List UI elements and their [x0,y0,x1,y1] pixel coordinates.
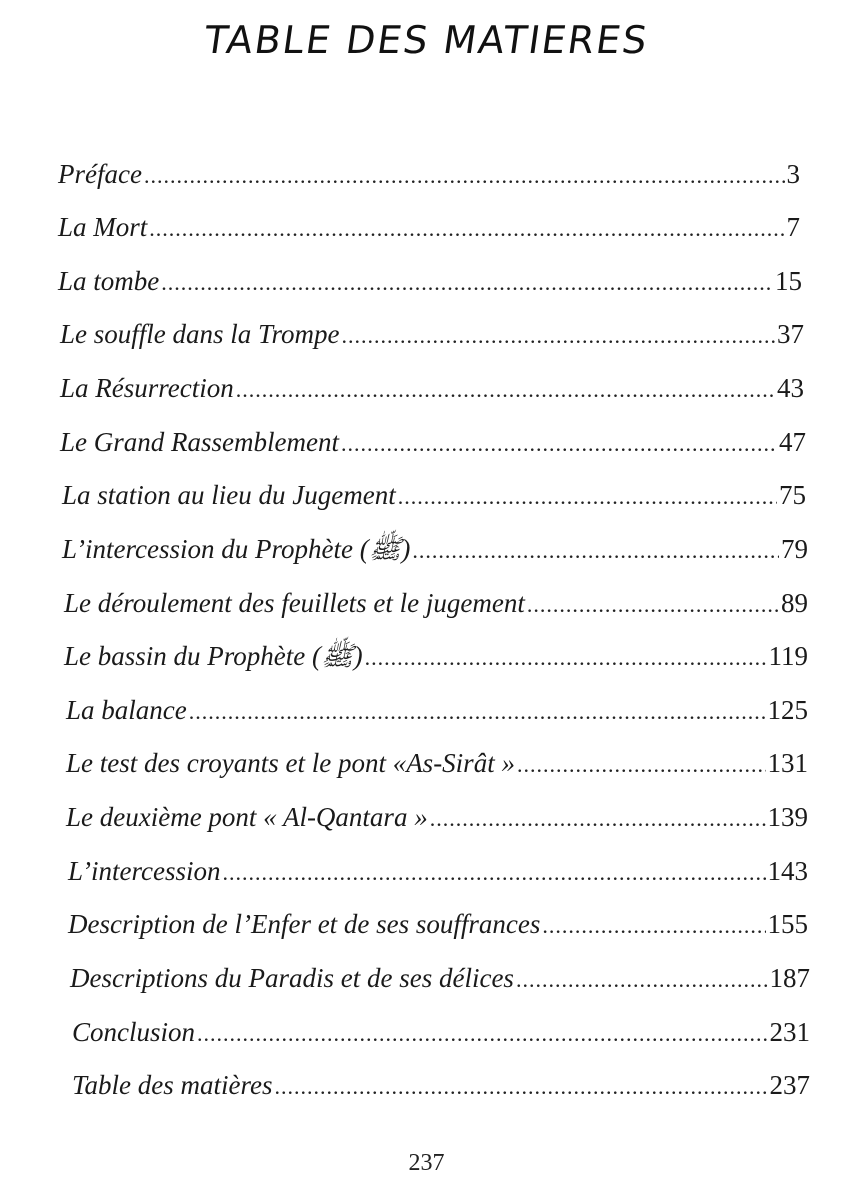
toc-entry-title: Préface [58,159,142,189]
dot-leader [341,424,777,464]
toc-entry-page: 79 [781,534,808,564]
toc-entry-title: La balance [66,695,187,725]
toc-entry [66,690,808,730]
toc-entry [58,207,800,247]
dot-leader [516,960,768,1000]
toc-entry-page: 237 [769,1070,810,1100]
toc-entry-title: La Mort [58,212,148,242]
dot-leader [412,531,779,571]
toc-entry-title: La tombe [58,266,160,296]
dot-leader [149,209,784,249]
toc-entry [68,851,808,891]
toc-entry [60,422,806,462]
toc-entry-page: 47 [779,427,806,457]
toc-entry-page: 15 [775,266,802,296]
dot-leader [161,263,773,303]
toc-entry [60,368,804,408]
toc-entry [66,743,808,783]
dot-leader [144,156,785,196]
toc-entry-page: 231 [769,1017,810,1047]
toc-entry-page: 187 [769,963,810,993]
dot-leader [236,370,775,410]
toc-entry [62,529,808,569]
dot-leader [430,799,766,839]
toc-entry [58,261,802,301]
dot-leader [527,585,779,625]
toc-entry-page: 3 [786,159,800,189]
toc-entry-title: Le déroulement des feuillets et le jugement [64,588,525,618]
toc-entry-title: Le souffle dans la Trompe [60,319,340,349]
toc-entry [62,475,806,515]
page-title: TABLE DES MATIERES [201,18,652,62]
toc-entry [60,314,804,354]
toc-entry [64,636,808,676]
dot-leader [275,1067,768,1107]
toc-entry [70,958,810,998]
toc-entry-title: Le Grand Rassemblement [60,427,339,457]
toc-entry [64,583,808,623]
dot-leader [342,316,775,356]
toc-entry-title: Table des matières [72,1070,273,1100]
toc-entry-title: La Résurrection [60,373,234,403]
dot-leader [542,906,765,946]
toc-entry-page: 75 [779,480,806,510]
toc-entry [68,904,808,944]
toc-entry-page: 89 [781,588,808,618]
toc-entry-page: 119 [768,641,808,671]
toc-entry-title: L’intercession [68,856,221,886]
toc-entry [72,1012,810,1052]
page-number: 237 [408,1150,445,1176]
toc-entry-page: 139 [767,802,808,832]
dot-leader [398,477,777,517]
toc-entry-page: 37 [777,319,804,349]
toc-entry [58,154,800,194]
dot-leader [222,853,765,893]
toc-entry-title: La station au lieu du Jugement [62,480,396,510]
toc-entry-title: Description de l’Enfer et de ses souffrances [68,909,541,939]
dot-leader [189,692,766,732]
toc-entry-page: 125 [767,695,808,725]
toc-entry-title: Le deuxième pont « Al-Qantara » [66,802,428,832]
dot-leader [197,1014,767,1054]
toc-entry [72,1065,810,1105]
toc-entry-title: Le test des croyants et le pont «As-Sirât » [66,748,515,778]
toc-entry-page: 155 [767,909,808,939]
toc-entry-page: 7 [786,212,800,242]
toc-entry-page: 43 [777,373,804,403]
toc-entry-page: 143 [767,856,808,886]
dot-leader [365,638,767,678]
toc-entry-page: 131 [767,748,808,778]
dot-leader [517,745,766,785]
toc-entry-title: Conclusion [72,1017,196,1047]
toc-entry [66,797,808,837]
toc-entry-title: L’intercession du Prophète (ﷺ) [62,534,411,564]
toc-entry-title: Descriptions du Paradis et de ses délices [70,963,514,993]
toc-entry-title: Le bassin du Prophète (ﷺ) [64,641,363,671]
